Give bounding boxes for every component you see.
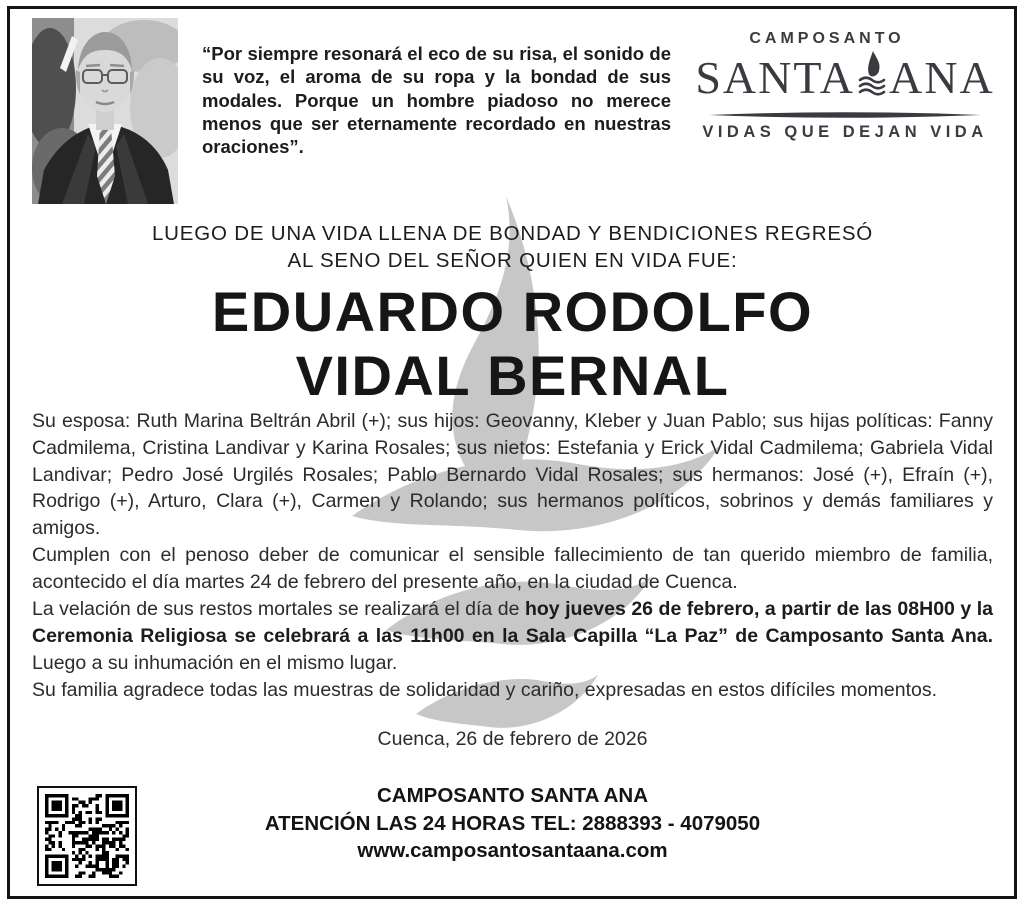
service-text-post: Luego a su inhumación en el mismo lugar. — [32, 651, 398, 674]
header — [32, 18, 993, 204]
family-paragraph: Su esposa: Ruth Marina Beltrán Abril (+); sus hijos: Geovanny, Kleber y Juan Pablo; sus hijas políticas: Fanny Cadmilema, Cristina Landivar y Karina Rosales; sus nietos: Estefania y Erick Vidal Cadmilema; Gabriela Vidal Landivar; Pedro José Urgilés Rosales; Pablo Bernardo Vidal Rosales; sus hermanos: José (+), Efraín (+), Rodrigo (+), Arturo, Clara (+), Carmen y Rolando; sus hermanos políticos, sobrinos y demás familiares y amigos. — [32, 409, 993, 540]
dateline: Cuenca, 26 de febrero de 2026 — [377, 727, 648, 750]
intro-line-1: LUEGO DE UNA VIDA LLENA DE BONDAD Y BENDICIONES REGRESÓ — [151, 222, 874, 245]
logo-divider-swoosh — [709, 111, 981, 119]
camposanto-logo — [697, 18, 993, 142]
footer-phone: ATENCIÓN LAS 24 HORAS TEL: 2888393 - 4079050 — [264, 811, 761, 835]
service-text-pre: La velación de sus restos mortales se realizará el día de — [32, 598, 525, 621]
flame-waves-icon — [857, 50, 887, 105]
notice-paragraph: Cumplen con el penoso deber de comunicar el sensible fallecimiento de tan querido miembro de familia, acontecido el día martes 24 de febrero del presente año, en la ciudad de Cuenca. — [32, 544, 993, 594]
logo-camposanto-text: CAMPOSANTO — [749, 30, 905, 47]
footer-brand: CAMPOSANTO SANTA ANA — [376, 784, 649, 807]
deceased-name-line-2: VIDAL BERNAL — [295, 343, 730, 407]
logo-tagline: VIDAS QUE DEJAN VIDA — [702, 123, 988, 142]
service-paragraph — [32, 596, 993, 677]
footer-contact — [0, 782, 1025, 865]
obituary-body — [32, 408, 993, 751]
logo-name-right: ANA — [889, 51, 995, 103]
footer-website: www.camposantosantaana.com — [357, 839, 668, 863]
deceased-name — [32, 280, 993, 408]
service-text-bold: hoy jueves 26 de febrero, a partir de las 08H00 y la Ceremonia Religiosa se celebrará a las 11h00 en la Sala Capilla “La Paz” de Camposanto Santa Ana. — [32, 598, 993, 647]
intro-line-2: AL SENO DEL SEÑOR QUIEN EN VIDA FUE: — [287, 249, 738, 273]
announcement-intro — [32, 220, 993, 274]
memorial-quote: “Por siempre resonará el eco de su risa, el sonido de su voz, el aroma de su ropa y la bondad de sus modales. Porque un hombre piadoso no merece menos que ser eternamente recordado en nuestras oraciones”. — [202, 43, 671, 158]
logo-name-left: SANTA — [695, 51, 855, 103]
deceased-name-line-1: EDUARDO RODOLFO — [211, 280, 814, 344]
deceased-photo — [32, 18, 178, 204]
logo-santa-ana-text — [697, 50, 993, 105]
qr-code — [37, 786, 137, 886]
thanks-paragraph: Su familia agradece todas las muestras de solidaridad y cariño, expresadas en estos difíciles momentos. — [32, 678, 938, 701]
